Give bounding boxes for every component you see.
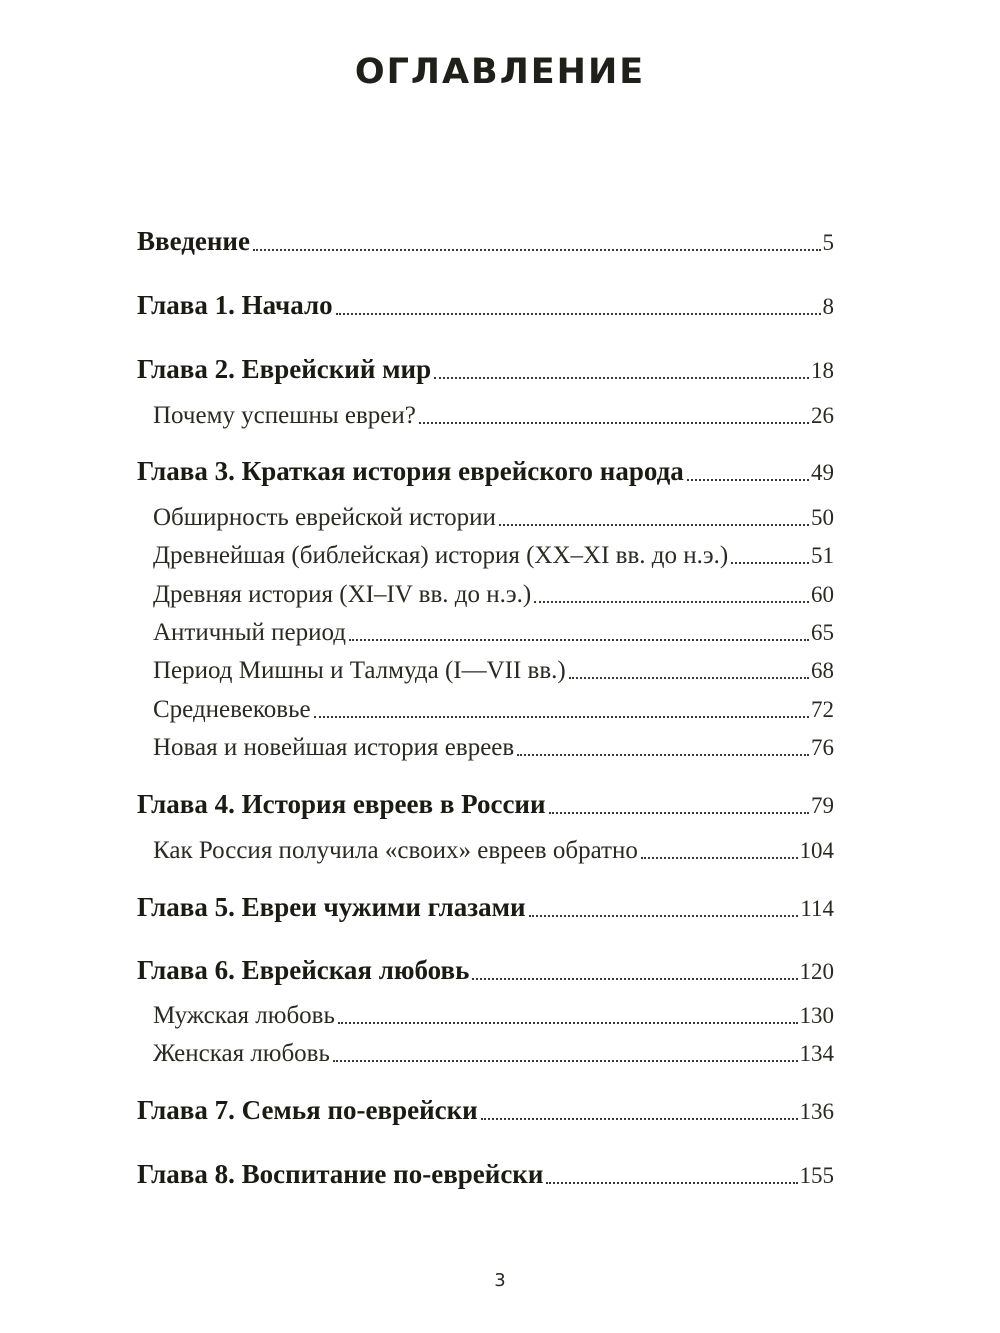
page-title: ОГЛАВЛЕНИЕ <box>354 52 646 92</box>
toc-entry-label: Древняя история (XI–IV вв. до н.э.) <box>153 581 532 608</box>
toc-leader-dots <box>499 504 809 532</box>
toc-entry-label: Древнейшая (библейская) история (XX–XI вв. до н.э.) <box>153 542 729 569</box>
toc-leader-dots <box>333 1040 798 1068</box>
toc-leader-dots <box>434 354 809 385</box>
toc-entry-chapter-5 <box>137 892 834 923</box>
toc-entry-chapter-1 <box>137 290 834 321</box>
toc-entry-label: Женская любовь <box>153 1040 330 1067</box>
toc-entry-label: Новая и новейшая история евреев <box>153 734 515 761</box>
toc-entry-page: 72 <box>811 697 834 722</box>
toc-entry-section <box>153 402 834 430</box>
toc-entry-label: Глава 1. Начало <box>137 290 333 320</box>
toc-entry-section <box>153 504 834 532</box>
toc-entry-chapter-3 <box>137 456 834 487</box>
toc-leader-dots <box>314 696 809 724</box>
toc-entry-page: 134 <box>799 1041 834 1066</box>
toc-entry-label: Средневековье <box>153 696 311 723</box>
toc-leader-dots <box>517 734 809 762</box>
toc-entry-label: Почему успешны евреи? <box>153 402 416 429</box>
toc-entry-introduction <box>137 226 834 257</box>
toc-entry-label: Глава 5. Евреи чужими глазами <box>137 892 526 922</box>
toc-entry-page: 104 <box>799 838 834 863</box>
toc-entry-label: Глава 8. Воспитание по-еврейски <box>137 1159 544 1189</box>
toc-entry-section <box>153 837 834 865</box>
toc-entry-chapter-7 <box>137 1095 834 1126</box>
toc-entry-page: 79 <box>811 793 834 818</box>
toc-entry-page: 60 <box>811 582 834 607</box>
toc-entry-page: 130 <box>799 1003 834 1028</box>
toc-leader-dots <box>253 226 821 257</box>
toc-leader-dots <box>349 619 809 647</box>
toc-leader-dots <box>534 581 809 609</box>
toc-leader-dots <box>731 542 809 570</box>
toc-entry-label: Глава 2. Еврейский мир <box>137 354 432 384</box>
toc-entry-page: 50 <box>811 505 834 530</box>
toc-entry-label: Мужская любовь <box>153 1002 335 1029</box>
toc-leader-dots <box>481 1095 798 1126</box>
toc-entry-page: 26 <box>811 403 834 428</box>
toc-entry-label: Глава 6. Еврейская любовь <box>137 955 470 985</box>
toc-entry-page: 5 <box>822 230 834 255</box>
toc-entry-section <box>153 1002 834 1030</box>
toc-entry-label: Глава 4. История евреев в России <box>137 789 546 819</box>
page-number: 3 <box>494 1270 506 1291</box>
toc-entry-section <box>153 734 834 762</box>
toc-entry-label: Глава 7. Семья по-еврейски <box>137 1095 478 1125</box>
toc-leader-dots <box>419 402 809 430</box>
toc-entry-page: 114 <box>800 896 834 921</box>
toc-entry-page: 76 <box>811 735 834 760</box>
toc-entry-page: 51 <box>811 543 834 568</box>
toc-leader-dots <box>569 657 809 685</box>
toc-entry-section <box>153 696 834 724</box>
toc-entry-label: Обширность еврейской истории <box>153 504 496 531</box>
toc-leader-dots <box>529 892 799 923</box>
toc-leader-dots <box>338 1002 798 1030</box>
toc-entry-section <box>153 657 834 685</box>
toc-entry-label: Период Мишны и Талмуда (I—VII вв.) <box>153 657 566 684</box>
toc-entry-label: Введение <box>137 226 250 256</box>
toc-entry-label: Глава 3. Краткая история еврейского народа <box>137 456 684 486</box>
toc-leader-dots <box>549 789 809 820</box>
toc-entry-chapter-6 <box>137 955 834 986</box>
toc-entry-page: 18 <box>811 358 834 383</box>
toc-entry-page: 49 <box>811 460 834 485</box>
toc-entry-page: 68 <box>811 658 834 683</box>
toc-entry-chapter-2 <box>137 354 834 385</box>
toc-leader-dots <box>336 290 821 321</box>
toc-leader-dots <box>472 955 797 986</box>
toc-entry-page: 65 <box>811 620 834 645</box>
toc-entry-section <box>153 581 834 609</box>
toc-entry-section <box>153 1040 834 1068</box>
toc-entry-page: 136 <box>799 1099 834 1124</box>
toc-entry-page: 120 <box>799 959 834 984</box>
toc-leader-dots <box>546 1159 797 1190</box>
toc-entry-page: 8 <box>822 294 834 319</box>
toc-entry-section <box>153 619 834 647</box>
toc-entry-page: 155 <box>799 1163 834 1188</box>
toc-leader-dots <box>641 837 798 865</box>
toc-entry-label: Как Россия получила «своих» евреев обратно <box>153 837 638 864</box>
toc-entry-chapter-8 <box>137 1159 834 1190</box>
toc-leader-dots <box>687 456 809 487</box>
toc-entry-chapter-4 <box>137 789 834 820</box>
toc-entry-label: Античный период <box>153 619 346 646</box>
toc-entry-section <box>153 542 834 570</box>
